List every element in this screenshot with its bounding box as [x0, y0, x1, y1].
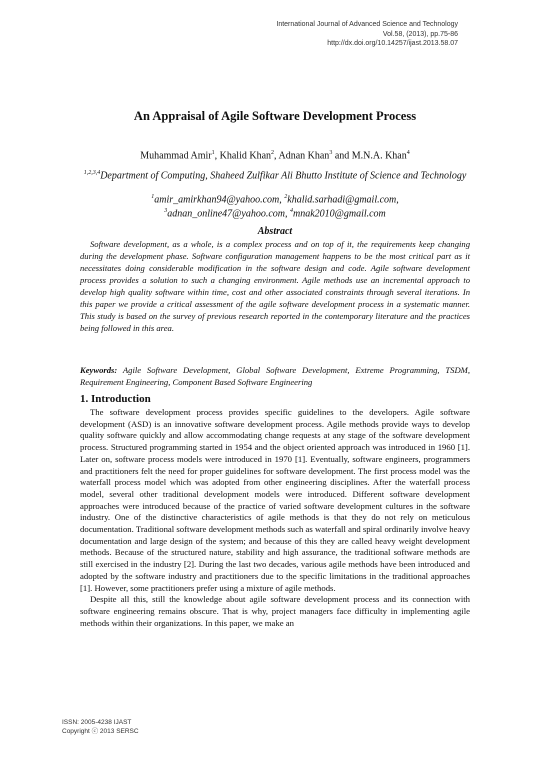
keywords-label: Keywords:	[80, 365, 118, 375]
email-marker: 2	[284, 194, 288, 200]
email-link[interactable]: khalid.sarhadi@gmail.com,	[287, 194, 399, 206]
keywords	[80, 364, 470, 388]
author-affiliation-marker: 3	[329, 150, 333, 156]
paragraph: The software development process provides specific guidelines to the developers. Agile software development (ASD) is an innovative software development process. Agile methods provide ways to develop quality software quickly and allow accommodating change requests at any stage of the software development process. Structured programming started in 1954 and the object oriented approach was introduced in 1960 [1]. Later on, software process models were introduced in 1970 [1]. Eventually, software engineers, programmers and practitioners felt the need for proper guidelines for software development. The first process model was the waterfall process model which was adopted from other engineering disciplines. After the waterfall process model, several other traditional development models were introduced. Different software development approaches were introduced because of the practice of varied software development cultures in the software industry. One of the distinctive characteristics of agile methods is that they do not rely on meticulous documentation. Traditional software development methods such as waterfall and spiral ordinarily involve heavy documentation and large design of the system; and because of this they are called heavy weight development methods. Because of the structured nature, stability and high assurance, the traditional software methods are still exercised in the industry [2]. During the last two decades, various agile methods have been introduced and adopted by the software industry and practitioners due to the specific limitations in the traditional approaches [1]. However, some practitioners prefer using a mixture of agile methods.	[80, 407, 470, 593]
author-affiliation-marker: 4	[406, 150, 410, 156]
section-heading-introduction: 1. Introduction	[80, 393, 151, 405]
affiliation-marker: 1,2,3,4	[83, 170, 101, 176]
author-name: and M.N.A. Khan	[332, 150, 407, 162]
author-affiliation-marker: 1	[211, 150, 215, 156]
author-affiliation-marker: 2	[271, 150, 275, 156]
affiliation	[80, 168, 470, 182]
issn: ISSN: 2005-4238 IJAST	[62, 719, 132, 726]
journal-volume: Vol.58, (2013), pp.75-86	[382, 30, 458, 38]
email-link[interactable]: mnak2010@gmail.com	[292, 208, 386, 220]
author-name: Muhammad Amir	[140, 150, 212, 162]
email-marker: 4	[289, 207, 293, 214]
page-footer	[62, 718, 139, 736]
paper-title: An Appraisal of Agile Software Development Process	[133, 109, 417, 123]
abstract-heading: Abstract	[257, 226, 293, 237]
author-name: , Adnan Khan	[274, 150, 330, 162]
journal-header	[276, 20, 458, 49]
author-emails	[80, 192, 470, 220]
keywords-text: Agile Software Development, Global Software Development, Extreme Programming, TSDM, Requirement Engineering, Component Based Software Engineering	[80, 365, 470, 387]
abstract-text: Software development, as a whole, is a complex process and on top of it, the requirements keep changing during the development phase. Software configuration management happens to be the most critical part as it necessitates doing considerable modification in the software design and code. Agile software development process provides a solution to such a changing environment. Agile methods use an incremental approach to develop high quality software within time, cost and other associated constraints through several iterations. In this paper we provide a critical assessment of the agile software development process in a systematic manner. This study is based on the survey of previous research reported in the contemporary literature and the practices being followed in this area.	[80, 239, 470, 333]
affiliation-text: Department of Computing, Shaheed Zulfikar Ali Bhutto Institute of Science and Technology	[100, 170, 467, 182]
author-list	[0, 150, 550, 161]
introduction-body	[80, 407, 470, 629]
email-marker: 3	[164, 207, 168, 214]
journal-name: International Journal of Advanced Science and Technology	[276, 21, 458, 28]
journal-doi[interactable]: http://dx.doi.org/10.14257/ijast.2013.58.07	[327, 40, 458, 47]
email-link[interactable]: adnan_online47@yahoo.com,	[167, 208, 290, 220]
email-marker: 1	[151, 194, 155, 200]
author-name: , Khalid Khan	[214, 150, 272, 162]
email-link[interactable]: amir_amirkhan94@yahoo.com,	[154, 194, 285, 206]
copyright: Copyright ⓒ 2013 SERSC	[62, 728, 139, 735]
paragraph: Despite all this, still the knowledge about agile software development process and its connection with software engineering remains obscure. That is why, project managers face difficulty in implementing agile methods within their organizations. In this paper, we make an	[80, 594, 470, 628]
